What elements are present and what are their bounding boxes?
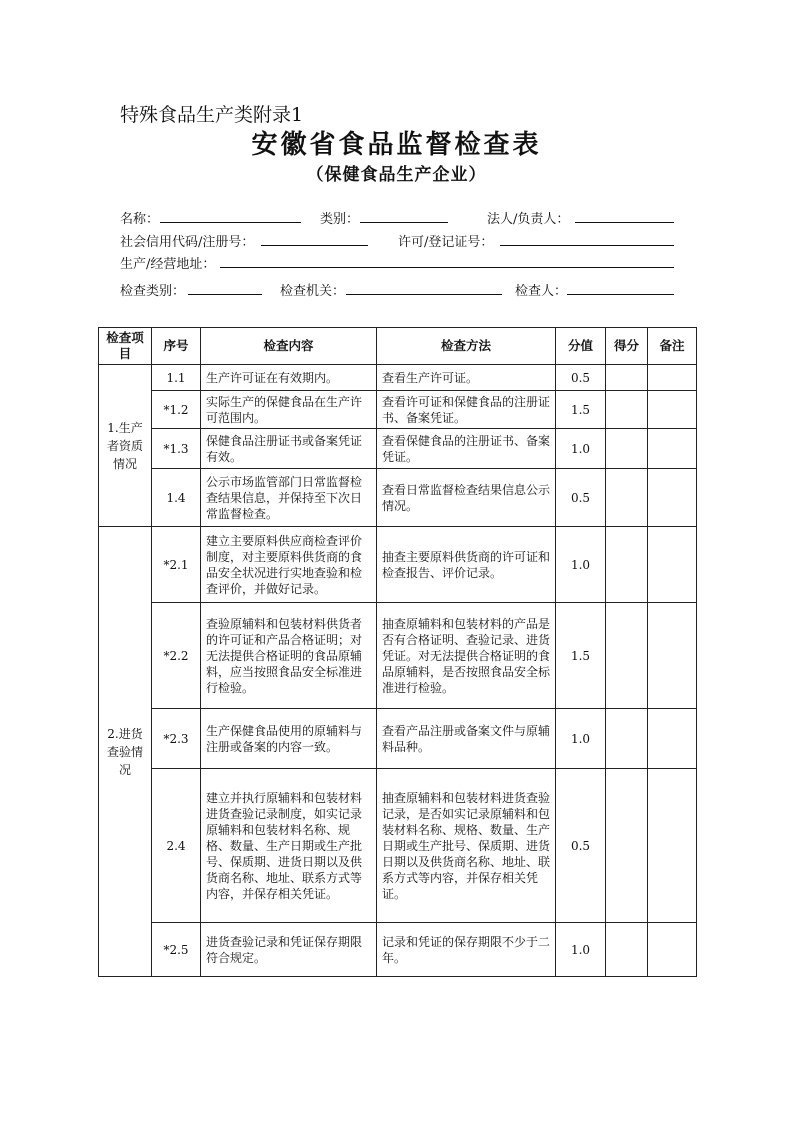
inspection-agency-line[interactable] (346, 280, 502, 295)
credit-code-field (120, 231, 254, 250)
row-content: 保健食品注册证书或备案凭证有效。 (201, 429, 377, 469)
row-content: 生产保健食品使用的原辅料与注册或备案的内容一致。 (201, 709, 377, 769)
row-content: 建立主要原料供应商检查评价制度，对主要原料供货商的食品安全状况进行实地查验和检查评价，并做好记录。 (201, 527, 377, 603)
header-project: 检查项目 (99, 328, 152, 365)
inspection-type-label: 检查类别： (120, 284, 186, 299)
row-remark-cell[interactable] (648, 429, 697, 469)
inspection-agency-field (280, 280, 345, 299)
row-score: 0.5 (556, 365, 606, 391)
row-got-cell[interactable] (606, 429, 648, 469)
row-score: 0.5 (556, 769, 606, 923)
row-method: 抽查原辅料和包装材料的产品是否有合格证明、查验记录、进货凭证。对无法提供合格证明的食品原辅料，是否按照食品安全标准进行检验。 (377, 603, 556, 709)
row-score: 1.0 (556, 709, 606, 769)
inspection-table (98, 327, 697, 977)
license-no-line[interactable] (500, 231, 674, 246)
row-got-cell[interactable] (606, 603, 648, 709)
row-method: 抽查原辅料和包装材料进货查验记录，是否如实记录原辅料和包装材料名称、规格、数量、生产日期或生产批号、保质期、进货日期以及供货商名称、地址、联系方式等内容，并保存相关凭证。 (377, 769, 556, 923)
inspector-label: 检查人： (515, 284, 568, 299)
header-remark: 备注 (648, 328, 697, 365)
row-seq: 1.1 (152, 365, 201, 391)
header-method: 检查方法 (377, 328, 556, 365)
row-method: 记录和凭证的保存期限不少于二年。 (377, 923, 556, 977)
row-remark-cell[interactable] (648, 365, 697, 391)
row-seq: 1.4 (152, 469, 201, 527)
table-row (99, 769, 697, 923)
row-seq: *2.3 (152, 709, 201, 769)
row-score: 1.5 (556, 391, 606, 429)
row-got-cell[interactable] (606, 469, 648, 527)
name-label: 名称： (120, 212, 160, 227)
row-score: 0.5 (556, 469, 606, 527)
license-no-label: 许可/登记证号： (398, 235, 494, 250)
header-seq: 序号 (152, 328, 201, 365)
header-score: 分值 (556, 328, 606, 365)
row-remark-cell[interactable] (648, 769, 697, 923)
table-row (99, 469, 697, 527)
table-row (99, 429, 697, 469)
section-name: 2.进货查验情况 (99, 527, 152, 977)
address-line[interactable] (220, 253, 674, 268)
row-content: 公示市场监管部门日常监督检查结果信息，并保持至下次日常监督检查。 (201, 469, 377, 527)
inspector-line[interactable] (567, 280, 674, 295)
row-method: 查看生产许可证。 (377, 365, 556, 391)
row-content: 进货查验记录和凭证保存期限符合规定。 (201, 923, 377, 977)
row-got-cell[interactable] (606, 365, 648, 391)
row-seq: *2.2 (152, 603, 201, 709)
page-title: 安徽省食品监督检查表 (251, 130, 542, 160)
legal-person-line[interactable] (575, 208, 674, 223)
address-label: 生产/经营地址： (120, 257, 216, 272)
inspection-type-field (120, 280, 185, 299)
table-row (99, 391, 697, 429)
address-field (120, 253, 215, 272)
legal-person-label: 法人/负责人： (487, 212, 570, 227)
category-label: 类别： (320, 212, 360, 227)
category-line[interactable] (360, 208, 448, 223)
row-remark-cell[interactable] (648, 391, 697, 429)
table-row (99, 709, 697, 769)
row-score: 1.0 (556, 527, 606, 603)
row-seq: *2.1 (152, 527, 201, 603)
row-score: 1.5 (556, 603, 606, 709)
row-got-cell[interactable] (606, 709, 648, 769)
inspection-type-line[interactable] (188, 280, 262, 295)
table-header-row (99, 328, 697, 365)
row-got-cell[interactable] (606, 769, 648, 923)
row-method: 查看许可证和保健食品的注册证书、备案凭证。 (377, 391, 556, 429)
row-content: 生产许可证在有效期内。 (201, 365, 377, 391)
table-row (99, 365, 697, 391)
inspector-field (515, 280, 567, 299)
table-row (99, 527, 697, 603)
row-remark-cell[interactable] (648, 469, 697, 527)
page-subtitle: （保健食品生产企业） (306, 165, 487, 185)
name-field (120, 208, 159, 227)
category-field (320, 208, 359, 227)
table-row (99, 923, 697, 977)
row-remark-cell[interactable] (648, 527, 697, 603)
row-content: 实际生产的保健食品在生产许可范围内。 (201, 391, 377, 429)
section-name: 1.生产者资质情况 (99, 365, 152, 527)
header-content: 检查内容 (201, 328, 377, 365)
row-remark-cell[interactable] (648, 603, 697, 709)
license-no-field (398, 231, 493, 250)
row-seq: *1.3 (152, 429, 201, 469)
row-method: 查看产品注册或备案文件与原辅料品种。 (377, 709, 556, 769)
row-content: 查验原辅料和包装材料供货者的许可证和产品合格证明；对无法提供合格证明的食品原辅料，应当按照食品安全标准进行检验。 (201, 603, 377, 709)
credit-code-label: 社会信用代码/注册号： (120, 235, 255, 250)
header-got: 得分 (606, 328, 648, 365)
inspection-agency-label: 检查机关： (280, 284, 346, 299)
row-remark-cell[interactable] (648, 709, 697, 769)
appendix-label: 特殊食品生产类附录1 (120, 104, 304, 126)
row-got-cell[interactable] (606, 391, 648, 429)
row-seq: 2.4 (152, 769, 201, 923)
row-content: 建立并执行原辅料和包装材料进货查验记录制度，如实记录原辅料和包装材料名称、规格、数量、生产日期或生产批号、保质期、进货日期以及供货商名称、地址、联系方式等内容，并保存相关凭证。 (201, 769, 377, 923)
row-method: 查看保健食品的注册证书、备案凭证。 (377, 429, 556, 469)
row-got-cell[interactable] (606, 923, 648, 977)
row-seq: *1.2 (152, 391, 201, 429)
legal-person-field (487, 208, 569, 227)
row-remark-cell[interactable] (648, 923, 697, 977)
row-got-cell[interactable] (606, 527, 648, 603)
table-row (99, 603, 697, 709)
row-method: 查看日常监督检查结果信息公示情况。 (377, 469, 556, 527)
row-score: 1.0 (556, 429, 606, 469)
row-method: 抽查主要原料供货商的许可证和检查报告、评价记录。 (377, 527, 556, 603)
name-line[interactable] (160, 208, 301, 223)
credit-code-line[interactable] (261, 231, 368, 246)
row-seq: *2.5 (152, 923, 201, 977)
row-score: 1.0 (556, 923, 606, 977)
